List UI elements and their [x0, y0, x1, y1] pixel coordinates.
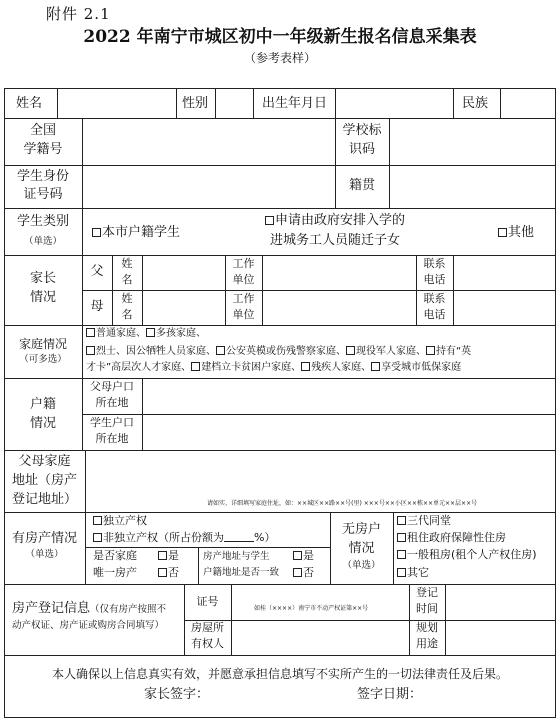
father-name-field[interactable]: [143, 256, 225, 290]
family-option-disabled[interactable]: 残疾人家庭、: [301, 362, 371, 373]
housing-hint: （单选）: [25, 549, 64, 560]
father-phone-field[interactable]: [454, 256, 555, 290]
student-hukou-field[interactable]: [143, 415, 555, 450]
family-option-martyr[interactable]: 烈士、因公牺牲人员家庭、: [86, 346, 216, 357]
family-option-low-income[interactable]: 享受城市低保家庭: [371, 362, 461, 373]
address-label-line3: 登记地址）: [11, 492, 77, 507]
parent-signature-field[interactable]: [214, 684, 314, 704]
native-place-label: 籍贯: [348, 178, 375, 193]
mother-name-label-line2: 名: [121, 308, 133, 321]
address-match-label-line2: 户籍地址是否一致: [203, 567, 280, 578]
father-phone-label-line2: 电话: [423, 273, 446, 286]
ethnicity-field[interactable]: [501, 89, 555, 118]
mother-phone-label-line2: 电话: [423, 308, 446, 321]
ethnicity-label: 民族: [462, 96, 489, 111]
checkbox-icon: [397, 533, 406, 542]
planned-use-label-line2: 用途: [416, 637, 438, 650]
address-label-line2: 地址（房产: [11, 473, 77, 488]
mother-name-label-line1: 姓: [121, 292, 133, 305]
checkbox-icon: [158, 568, 167, 577]
family-option-poverty[interactable]: 建档立卡贫困户家庭、: [191, 362, 301, 373]
cert-number-field[interactable]: [232, 585, 409, 620]
register-date-field[interactable]: [446, 585, 555, 620]
checkbox-icon: [86, 328, 95, 337]
address-match-yes[interactable]: 是: [293, 549, 314, 564]
checkbox-icon: [498, 228, 507, 237]
name-field[interactable]: [58, 89, 175, 118]
student-category-hint: （单选）: [23, 236, 62, 247]
parent-signature-label: 家长签字：: [144, 687, 210, 702]
address-note: 请如实、详细填写家庭住址，如：××城区××路××号(里) ×××号××小区××栋××单元××层××号: [207, 500, 478, 507]
family-option-police-hero[interactable]: 公安英模或伤残警察家庭、: [216, 346, 346, 357]
gender-label: 性别: [182, 96, 209, 111]
mother-phone-label-line1: 联系: [423, 292, 446, 305]
checkbox-icon: [158, 551, 167, 560]
student-id-number-label-line2: 证号码: [23, 187, 63, 202]
no-housing-label-line1: 无房户: [341, 522, 381, 537]
form-subtitle: （参考表样）: [243, 51, 316, 65]
checkbox-icon: [93, 533, 102, 542]
family-line-2: [86, 345, 471, 359]
owner-label-line1: 房屋所: [191, 621, 224, 634]
checkbox-icon: [371, 362, 380, 371]
no-housing-option-other[interactable]: 其它: [397, 566, 429, 581]
father-work-label-line1: 工作: [232, 257, 255, 270]
address-match-no[interactable]: 否: [293, 566, 314, 581]
family-line-3: 才卡”高层次人才家庭、 建档立卡贫困户家庭、 残疾人家庭、 享受城市低保家庭: [86, 362, 462, 373]
birthdate-label: 出生年月日: [262, 96, 328, 111]
housing-option-shared[interactable]: 非独立产权（所占份额为 %）: [93, 530, 275, 546]
parent-hukou-field[interactable]: [143, 379, 555, 414]
checkbox-icon: [265, 216, 274, 225]
property-info-note: 动产权证、房产证或购房合同填写）: [12, 620, 165, 631]
declaration-text: 本人确保以上信息真实有效，并愿意承担信息填写不实所产生的一切法律责任及后果。: [51, 667, 508, 681]
mother-name-field[interactable]: [143, 291, 225, 325]
father-label: 父: [90, 264, 104, 279]
school-code-field[interactable]: [390, 119, 555, 165]
native-place-field[interactable]: [390, 166, 555, 208]
family-option-multi-child[interactable]: 多孩家庭、: [146, 328, 206, 339]
planned-use-field[interactable]: [446, 621, 555, 655]
housing-option-own[interactable]: 独立产权: [93, 514, 147, 529]
mother-label: 母: [90, 299, 104, 314]
family-situation-label: 家庭情况: [18, 337, 67, 351]
category-option-migrant-line2: 进城务工人员随迁子女: [270, 233, 401, 248]
property-info-label: 房产登记信息（仅有房产按照不: [12, 601, 167, 616]
form-title: 2022 年南宁市城区初中一年级新生报名信息采集表: [83, 27, 477, 47]
parent-hukou-label-line2: 所在地: [95, 396, 129, 409]
checkbox-icon: [346, 346, 355, 355]
student-hukou-label-line1: 学生户口: [90, 416, 134, 429]
student-category-label: 学生类别: [16, 214, 69, 229]
cert-number-example: 如桂（××××）南宁市不动产权证第××号: [254, 605, 369, 612]
checkbox-icon: [216, 346, 225, 355]
father-work-field[interactable]: [263, 256, 416, 290]
mother-phone-field[interactable]: [454, 291, 555, 325]
parents-label-line1: 家长: [29, 271, 56, 286]
name-label: 姓名: [16, 96, 43, 111]
family-option-ordinary[interactable]: 普通家庭、: [86, 328, 146, 339]
no-housing-label-line2: 情况: [348, 541, 375, 556]
gender-field[interactable]: [216, 89, 252, 118]
checkbox-icon: [146, 328, 155, 337]
family-line-1: [86, 327, 206, 341]
checkbox-icon: [293, 568, 302, 577]
cert-number-label: 证号: [196, 595, 219, 608]
national-student-id-field[interactable]: [83, 119, 335, 165]
checkbox-icon: [93, 516, 102, 525]
only-property-no[interactable]: 否: [158, 566, 179, 581]
register-date-label-line1: 登记: [416, 586, 438, 599]
category-option-migrant[interactable]: 申请由政府安排入学的: [265, 212, 405, 230]
checkbox-icon: [397, 550, 406, 559]
student-id-number-field[interactable]: [83, 166, 335, 208]
checkbox-icon: [191, 362, 200, 371]
student-hukou-label-line2: 所在地: [95, 432, 129, 445]
no-housing-option-three-gen[interactable]: 三代同堂: [397, 514, 451, 529]
father-name-label-line2: 名: [121, 273, 133, 286]
owner-label-line2: 有权人: [191, 637, 224, 650]
parent-hukou-label-line1: 父母户口: [90, 380, 134, 393]
sign-date-field[interactable]: [430, 684, 530, 704]
father-name-label-line1: 姓: [121, 257, 133, 270]
family-option-military[interactable]: 现役军人家庭、: [346, 346, 426, 357]
mother-work-label-line1: 工作: [232, 292, 255, 305]
register-date-label-line2: 时间: [416, 602, 438, 615]
mother-work-field[interactable]: [263, 291, 416, 325]
no-housing-option-private-rental[interactable]: 一般租房(租个人产权住房): [397, 548, 537, 563]
address-field[interactable]: [86, 451, 555, 499]
only-property-yes[interactable]: 是: [158, 549, 179, 564]
school-code-label-line2: 识码: [348, 142, 375, 157]
father-phone-label-line1: 联系: [423, 257, 446, 270]
hukou-label-line2: 情况: [29, 416, 56, 431]
student-id-number-label-line1: 学生身份: [16, 169, 69, 184]
parents-label-line2: 情况: [29, 290, 56, 305]
checkbox-icon: [397, 568, 406, 577]
owner-field[interactable]: [232, 621, 409, 655]
mother-work-label-line2: 单位: [232, 308, 255, 321]
address-label-line1: 父母家庭: [18, 454, 71, 469]
housing-label: 有房产情况: [11, 531, 77, 546]
checkbox-icon: [86, 346, 95, 355]
birthdate-field[interactable]: [336, 89, 452, 118]
no-housing-hint: （单选）: [342, 560, 381, 571]
national-student-id-label-line1: 全国: [29, 123, 56, 138]
category-option-local[interactable]: 本市户籍学生: [92, 224, 180, 242]
no-housing-option-public-rental[interactable]: 租住政府保障性住房: [397, 531, 506, 546]
family-situation-hint: （可多选）: [19, 354, 67, 365]
father-work-label-line2: 单位: [232, 273, 255, 286]
share-percent-field[interactable]: [224, 530, 254, 542]
planned-use-label-line1: 规划: [416, 621, 438, 634]
hukou-label-line1: 户籍: [29, 397, 56, 412]
category-option-other[interactable]: 其他: [498, 224, 534, 242]
only-property-label-line1: 是否家庭: [93, 549, 137, 562]
national-student-id-label-line2: 学籍号: [23, 142, 63, 157]
only-property-label-line2: 唯一房产: [93, 566, 137, 579]
address-match-label-line1: 房产地址与学生: [203, 551, 270, 562]
checkbox-icon: [293, 551, 302, 560]
sign-date-label: 签字日期：: [357, 687, 423, 702]
checkbox-icon: [426, 346, 435, 355]
checkbox-icon: [397, 516, 406, 525]
annex-label: 附件 2.1: [46, 5, 111, 23]
checkbox-icon: [301, 362, 310, 371]
checkbox-icon: [92, 228, 101, 237]
family-option-talent-card[interactable]: 持有“英: [426, 346, 471, 357]
school-code-label-line1: 学校标: [342, 123, 382, 138]
